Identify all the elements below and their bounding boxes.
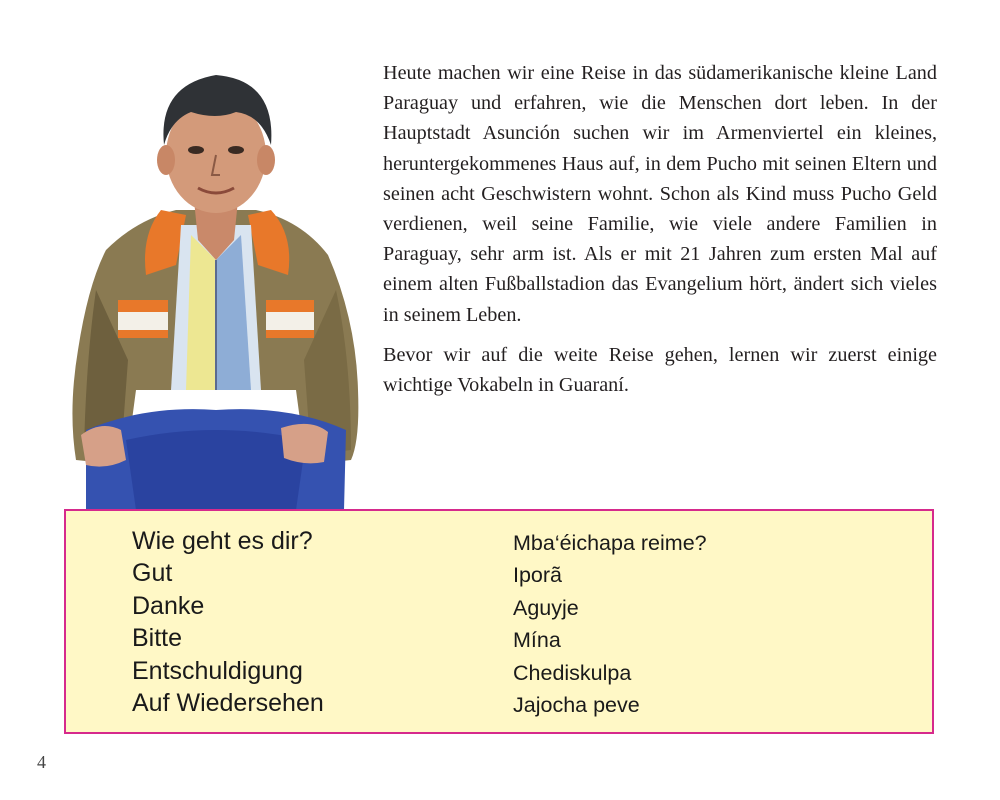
german-word: Danke [132,591,205,620]
guarani-word: Aguyje [513,595,579,620]
guarani-word: Chediskulpa [513,660,632,685]
guarani-word: Jajocha peve [513,693,640,718]
guarani-word: Mba‘éichapa reime? [513,531,707,555]
guarani-word: Iporã [513,563,563,588]
boy-drawing-icon [66,60,366,510]
guarani-column [513,527,707,721]
vocabulary-box [64,509,934,734]
german-word: Wie geht es dir? [132,527,313,555]
guarani-word: Mína [513,628,561,653]
german-word: Gut [132,559,173,588]
paragraph-vocabulary-intro: Bevor wir auf die weite Reise gehen, lernen wir zuerst einige wichtige Vokabeln in Guaraní. [383,343,937,397]
boy-illustration [66,60,366,510]
paragraph-intro: Heute machen wir eine Reise in das südamerikanische kleine Land Paraguay und erfahren, wie die Menschen dort leben. In der Hauptstadt Asunción suchen wir im Armenviertel ein kleines, heruntergekommenes Haus auf, in dem Pucho mit seinen Eltern und seinen acht Geschwistern wohnt. Schon als Kind muss Pucho Geld verdienen, weil seine Familie, wie viele andere Familien in Paraguay, sehr arm ist. Als er mit 21 Jahren zum ersten Mal auf einem alten Fußballstadion das Evangelium hört, ändert sich vieles in seinem Leben. [383,62,937,326]
intro-text [383,58,937,400]
german-word: Bitte [132,624,183,653]
german-word: Auf Wiedersehen [132,689,324,718]
german-word: Entschuldigung [132,656,303,685]
german-column [132,525,324,719]
page-number: 4 [37,752,46,772]
